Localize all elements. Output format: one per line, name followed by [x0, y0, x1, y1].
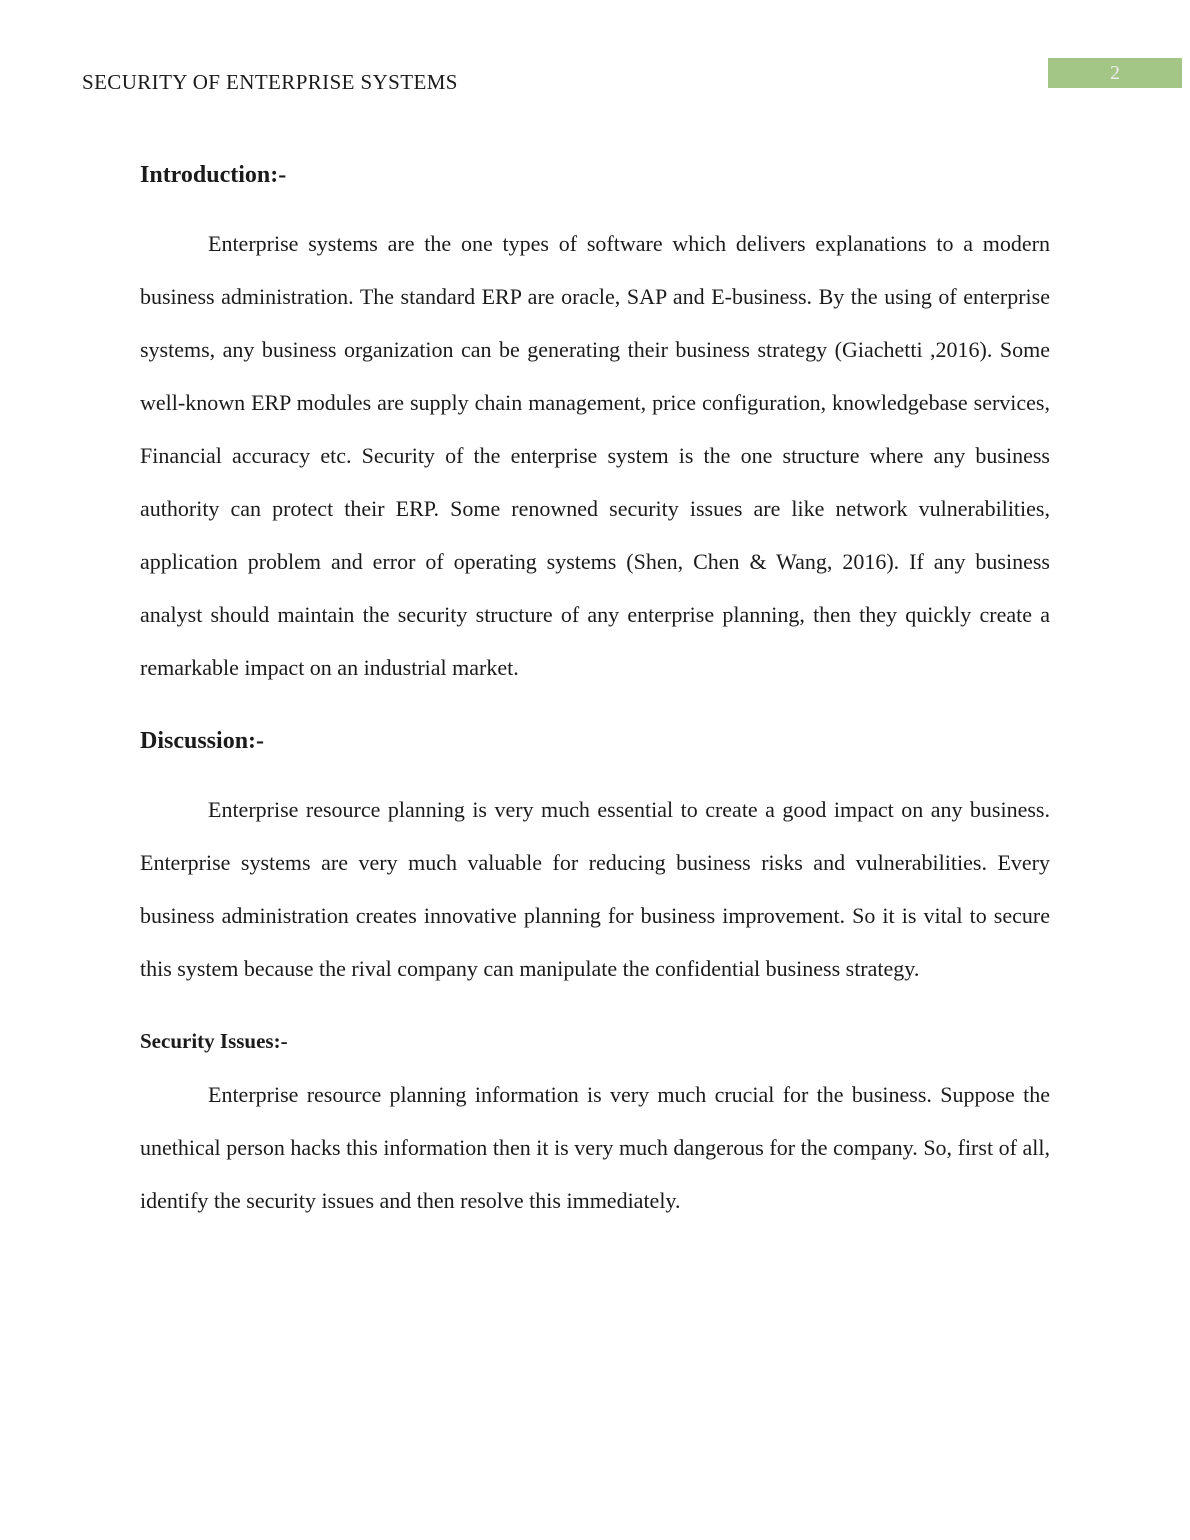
introduction-paragraph: Enterprise systems are the one types of software which delivers explanations to a modern business administration. The standard ERP are oracle, SAP and E-business. By the using of enterprise systems, any business organization can be generating their business strategy (Giachetti ,2016). Some well-known ERP modules are supply chain management, price configuration, knowledgebase services, Financial accuracy etc. Security of the enterprise system is the one structure where any business authority can protect their ERP. Some renowned security issues are like network vulnerabilities, application problem and error of operating systems (Shen, Chen & Wang, 2016). If any business analyst should maintain the security structure of any enterprise planning, then they quickly create a remarkable impact on an industrial market. [140, 231, 1050, 680]
discussion-paragraph: Enterprise resource planning is very much essential to create a good impact on any business. Enterprise systems are very much valuable for reducing business risks and vulnerabilities. Every business administration creates innovative planning for business improvement. So it is vital to secure this system because the rival company can manipulate the confidential business strategy. [140, 797, 1050, 981]
document-body [140, 148, 1050, 1227]
running-head: SECURITY OF ENTERPRISE SYSTEMS [82, 70, 458, 94]
page-number-badge [1048, 58, 1182, 88]
page-number: 2 [1110, 61, 1120, 84]
page-header [82, 58, 1182, 95]
section-heading-introduction: Introduction:- [140, 162, 287, 188]
section-heading-discussion: Discussion:- [140, 728, 265, 754]
subsection-heading-security-issues: Security Issues:- [140, 1029, 288, 1053]
security-issues-paragraph: Enterprise resource planning information is very much crucial for the business. Suppose the unethical person hacks this information then it is very much dangerous for the company. So, first of all, identify the security issues and then resolve this immediately. [140, 1082, 1050, 1213]
